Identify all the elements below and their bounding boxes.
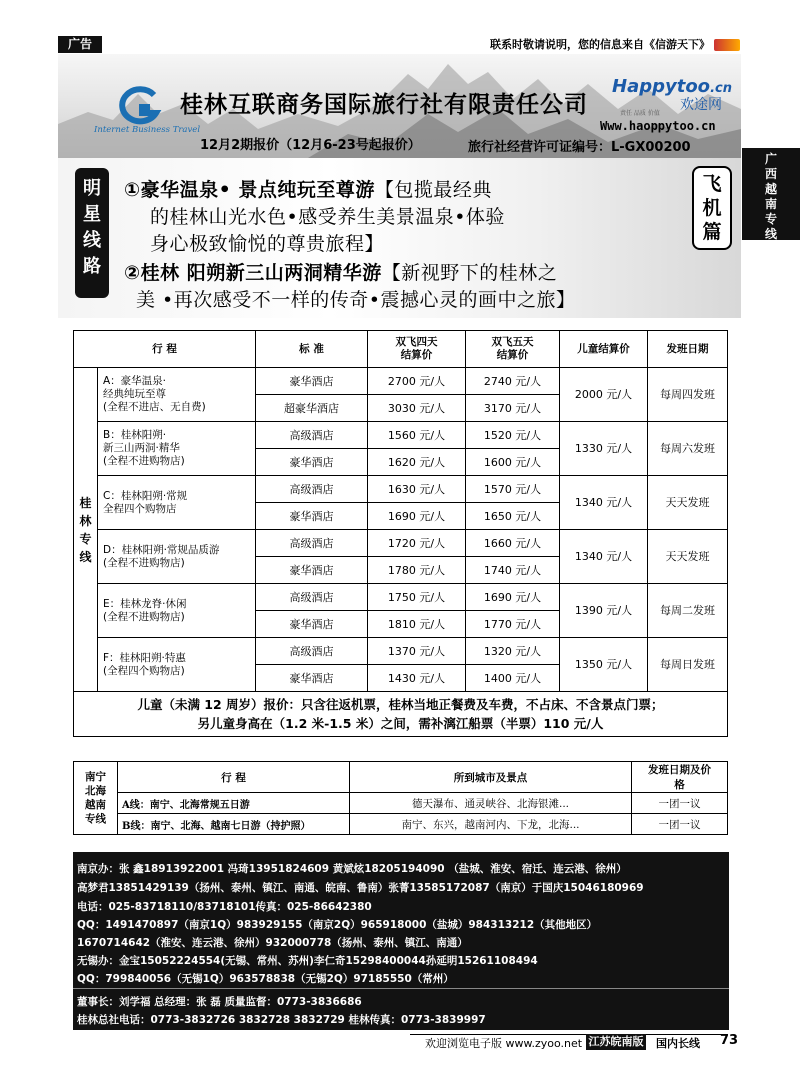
contact-line: 桂林总社电话：0773-3832726 3832728 3832729 桂林传真：0773-3839997	[77, 1014, 486, 1026]
header-four-day-b: 结算价	[400, 349, 433, 361]
promo-title-2: ②桂林 阳朔新三山两洞精华游	[124, 262, 382, 284]
header-price-b: 格	[674, 779, 685, 791]
route-line: A：豪华温泉·	[103, 375, 167, 387]
route-cell	[98, 422, 256, 476]
header-cities: 所到城市及景点	[350, 762, 632, 793]
child-price: 1340 元/人	[560, 530, 648, 584]
price-five-day: 1740 元/人	[466, 557, 560, 584]
source-note: 联系时敬请说明，您的信息来自《信游天下》	[490, 38, 710, 51]
route-cell: A线：南宁、北海常规五日游	[118, 793, 350, 814]
table-row	[74, 584, 728, 611]
departure-cell: 每周四发班	[648, 368, 728, 422]
price-four-day: 1370 元/人	[368, 638, 466, 665]
header-four-day	[368, 331, 466, 368]
table-row	[74, 476, 728, 503]
price-four-day: 1560 元/人	[368, 422, 466, 449]
route-line: E：桂林龙脊·休闲	[103, 597, 187, 610]
departure-cell: 天天发班	[648, 476, 728, 530]
child-price: 1340 元/人	[560, 476, 648, 530]
promo-desc-2: 【新视野下的桂林之	[381, 262, 558, 284]
price-four-day: 1430 元/人	[368, 665, 466, 692]
price-five-day: 1650 元/人	[466, 503, 560, 530]
brand-slogan: 责任 品质 价值	[620, 110, 660, 117]
price-five-day: 1400 元/人	[466, 665, 560, 692]
region-line: 南宁	[85, 771, 106, 783]
label-char: 篇	[702, 221, 722, 243]
star-route-label	[75, 168, 109, 298]
promo-line-1	[124, 175, 492, 202]
header-child: 儿童结算价	[560, 331, 648, 368]
footer-website[interactable]: 欢迎浏览电子版 www.zyoo.net	[425, 1037, 583, 1050]
price-four-day: 1750 元/人	[368, 584, 466, 611]
departure-cell: 天天发班	[648, 530, 728, 584]
nanning-region-label	[74, 762, 118, 835]
table-row	[74, 422, 728, 449]
child-price: 2000 元/人	[560, 368, 648, 422]
route-cell	[98, 638, 256, 692]
route-line: 新三山两洞·精华	[103, 442, 180, 454]
website-link[interactable]: Www.haoppytoo.cn	[600, 119, 716, 133]
magazine-logo-icon	[714, 39, 740, 51]
price-period: 12月2期报价（12月6-23号起报价）	[200, 138, 421, 153]
label-char: 明	[83, 178, 101, 199]
route-line: C：桂林阳朔·常规	[103, 489, 188, 502]
child-price: 1350 元/人	[560, 638, 648, 692]
promo-line-5: 美 •再次感受不一样的传奇•震撼心灵的画中之旅】	[136, 289, 576, 311]
header-five-day-b: 结算价	[496, 349, 529, 361]
label-char: 机	[702, 197, 722, 219]
price-cell: 一团一议	[632, 793, 728, 814]
table-row	[74, 368, 728, 395]
header-route: 行 程	[74, 331, 256, 368]
standard-cell: 豪华酒店	[256, 611, 368, 638]
price-four-day: 3030 元/人	[368, 395, 466, 422]
side-char: 广	[764, 152, 777, 166]
guilin-price-table	[73, 330, 728, 737]
standard-cell: 超豪华酒店	[256, 395, 368, 422]
price-five-day: 1320 元/人	[466, 638, 560, 665]
logo-caption: Internet Business Travel	[94, 125, 201, 135]
price-four-day: 1810 元/人	[368, 611, 466, 638]
child-note	[74, 692, 728, 737]
brand-cn: 欢途网	[680, 97, 722, 113]
label-char: 星	[83, 204, 101, 225]
route-line: (全程不进购物店)	[103, 610, 185, 623]
standard-cell: 豪华酒店	[256, 368, 368, 395]
header-price-a: 发班日期及价	[648, 764, 711, 776]
departure-cell: 每周六发班	[648, 422, 728, 476]
contact-line: 电话：025-83718110/83718101传真：025-86642380	[77, 901, 372, 913]
standard-cell: 高级酒店	[256, 476, 368, 503]
route-line: (全程不进购物店)	[103, 455, 185, 467]
company-logo-icon	[114, 85, 162, 125]
child-note-row	[74, 692, 728, 737]
standard-cell: 高级酒店	[256, 638, 368, 665]
contact-line: QQ：1491470897（南京1Q）983929155（南京2Q）965918000（盐城）984313212（其他地区）	[77, 919, 598, 931]
brand-en-suffix: .cn	[710, 81, 732, 96]
route-cell	[98, 368, 256, 422]
nanning-route-table	[73, 761, 728, 835]
side-char: 专	[764, 212, 777, 226]
route-line: B：桂林阳朔·	[103, 429, 167, 441]
price-five-day: 1770 元/人	[466, 611, 560, 638]
child-note-line-2: 另儿童身高在（1.2 米-1.5 米）之间，需补漓江船票（半票）110 元/人	[197, 716, 604, 731]
price-five-day: 1570 元/人	[466, 476, 560, 503]
standard-cell: 豪华酒店	[256, 503, 368, 530]
contact-line: 高梦君13851429139（扬州、泰州、镇江、南通、皖南、鲁南）张菁13585172087（南京）于国庆15046180969	[77, 882, 644, 894]
child-price: 1390 元/人	[560, 584, 648, 638]
contact-line: QQ：799840056（无锡1Q）963578838（无锡2Q）97185550（常州）	[77, 973, 454, 985]
route-line: (全程四个购物店)	[103, 664, 185, 677]
price-four-day: 1690 元/人	[368, 503, 466, 530]
edition-badge: 江苏皖南版	[586, 1034, 646, 1050]
contact-block	[73, 852, 729, 1030]
route-cell: B线：南宁、北海、越南七日游（持护照）	[118, 814, 350, 835]
category-label: 国内长线	[656, 1037, 700, 1050]
departure-cell: 每周日发班	[648, 638, 728, 692]
label-char: 路	[83, 256, 101, 277]
price-five-day: 1660 元/人	[466, 530, 560, 557]
label-char: 线	[83, 230, 101, 251]
region-side-tab	[742, 148, 800, 240]
price-five-day: 1690 元/人	[466, 584, 560, 611]
route-cell	[98, 530, 256, 584]
price-four-day: 1780 元/人	[368, 557, 466, 584]
table-header-row	[74, 762, 728, 793]
price-cell: 一团一议	[632, 814, 728, 835]
ad-label: 广告	[58, 36, 102, 53]
route-line: 全程四个购物店	[103, 502, 177, 515]
side-char: 南	[764, 197, 777, 211]
price-five-day: 2740 元/人	[466, 368, 560, 395]
route-line: 经典纯玩至尊	[103, 388, 166, 400]
promo-title-1: ①豪华温泉• 景点纯玩至尊游	[124, 179, 375, 201]
contact-line: 南京办：张 鑫18913922001 冯琦13951824609 黄斌炫18205194090 （盐城、淮安、宿迁、连云港、徐州）	[77, 863, 627, 875]
label-char: 飞	[702, 173, 722, 195]
standard-cell: 豪华酒店	[256, 449, 368, 476]
header-standard: 标 准	[256, 331, 368, 368]
price-five-day: 1520 元/人	[466, 422, 560, 449]
price-five-day: 3170 元/人	[466, 395, 560, 422]
table-header-row	[74, 331, 728, 368]
standard-cell: 豪华酒店	[256, 557, 368, 584]
region-char: 线	[79, 549, 92, 564]
license-number: 旅行社经营许可证编号：L-GX00200	[468, 140, 691, 155]
standard-cell: 豪华酒店	[256, 665, 368, 692]
region-line: 越南	[85, 799, 106, 811]
standard-cell: 高级酒店	[256, 584, 368, 611]
table-row	[74, 814, 728, 835]
brand-en: Happytoo	[612, 76, 711, 97]
promo-line-3: 身心极致愉悦的尊贵旅程】	[150, 233, 385, 255]
route-cell	[98, 584, 256, 638]
promo-line-4	[124, 258, 557, 285]
company-name: 桂林互联商务国际旅行社有限责任公司	[180, 91, 588, 118]
table-row	[74, 793, 728, 814]
standard-cell: 高级酒店	[256, 422, 368, 449]
contact-line: 董事长：刘学福 总经理：张 磊 质量监督：0773-3836686	[77, 996, 362, 1008]
region-char: 林	[79, 513, 92, 528]
header-departure: 发班日期	[648, 331, 728, 368]
contact-line: 1670714642（淮安、连云港、徐州）932000778（扬州、泰州、镇江、南通）	[77, 937, 468, 949]
route-line: (全程不进购物店)	[103, 556, 185, 569]
region-line: 专线	[85, 813, 106, 825]
table-row	[74, 638, 728, 665]
cities-cell: 南宁、东兴，越南河内、下龙，北海...	[350, 814, 632, 835]
header-five-day	[466, 331, 560, 368]
side-char: 西	[764, 167, 777, 181]
header-route: 行 程	[118, 762, 350, 793]
promo-desc-1: 【包揽最经典	[374, 179, 492, 201]
side-char: 越	[764, 182, 777, 196]
price-four-day: 2700 元/人	[368, 368, 466, 395]
header-five-day-a: 双飞五天	[491, 336, 534, 348]
region-line: 北海	[85, 785, 106, 797]
region-label	[74, 368, 98, 692]
table-row	[74, 530, 728, 557]
page-number: 73	[720, 1033, 739, 1048]
route-line: F：桂林阳朔·特惠	[103, 651, 186, 664]
header-four-day-a: 双飞四天	[395, 336, 438, 348]
header-price	[632, 762, 728, 793]
route-line: (全程不进店、无自费)	[103, 401, 206, 413]
price-four-day: 1720 元/人	[368, 530, 466, 557]
promo-line-2: 的桂林山光水色•感受养生美景温泉•体验	[150, 206, 505, 228]
route-line: D：桂林阳朔·常规品质游	[103, 543, 220, 556]
side-char: 线	[764, 227, 777, 241]
child-price: 1330 元/人	[560, 422, 648, 476]
region-char: 专	[79, 531, 92, 546]
child-note-line-1: 儿童（未满 12 周岁）报价：只含往返机票，桂林当地正餐费及车费，不占床、不含景点门票；	[137, 697, 664, 712]
cities-cell: 德天瀑布、通灵峡谷、北海银滩...	[350, 793, 632, 814]
contact-line: 无锡办：金宝15052224554(无锡、常州、苏州)李仁奇15298400044孙延明15261108494	[77, 955, 538, 967]
standard-cell: 高级酒店	[256, 530, 368, 557]
price-four-day: 1630 元/人	[368, 476, 466, 503]
price-five-day: 1600 元/人	[466, 449, 560, 476]
plane-section-label	[692, 166, 732, 250]
route-cell	[98, 476, 256, 530]
price-four-day: 1620 元/人	[368, 449, 466, 476]
divider	[73, 988, 729, 989]
region-char: 桂	[79, 495, 92, 510]
departure-cell: 每周二发班	[648, 584, 728, 638]
